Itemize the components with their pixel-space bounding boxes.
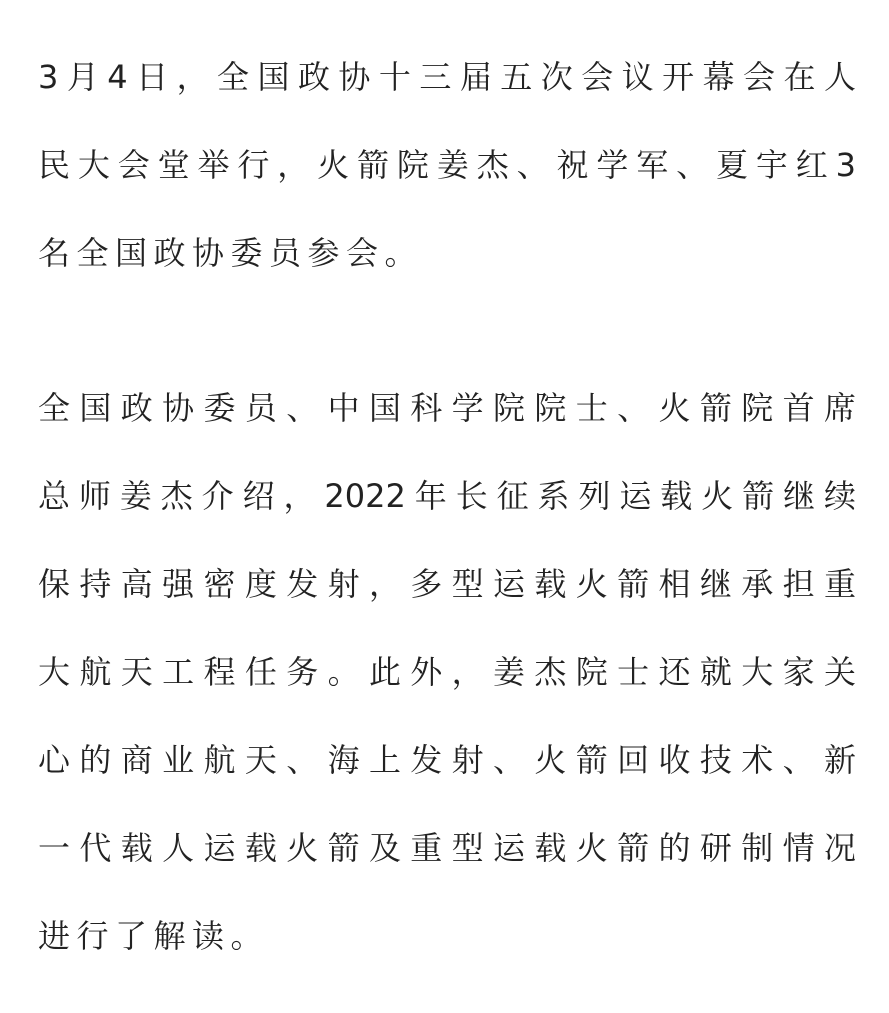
paragraph-line: 心的商业航天、海上发射、火箭回收技术、新 — [38, 741, 856, 779]
paragraph-line: 全国政协委员、中国科学院院士、火箭院首席 — [38, 389, 856, 427]
paragraph-2 — [38, 383, 856, 999]
paragraph-line: 总师姜杰介绍，2022年长征系列运载火箭继续 — [38, 477, 856, 515]
paragraph-line: 3月4日，全国政协十三届五次会议开幕会在人 — [38, 58, 856, 96]
paragraph-line: 保持高强密度发射，多型运载火箭相继承担重 — [38, 565, 856, 603]
paragraph-1 — [38, 52, 856, 316]
paragraph-line: 大航天工程任务。此外，姜杰院士还就大家关 — [38, 653, 856, 691]
paragraph-line: 一代载人运载火箭及重型运载火箭的研制情况 — [38, 829, 856, 867]
paragraph-line: 民大会堂举行，火箭院姜杰、祝学军、夏宇红3 — [38, 146, 856, 184]
paragraph-line: 名全国政协委员参会。 — [38, 234, 424, 272]
paragraph-line: 进行了解读。 — [38, 917, 270, 955]
